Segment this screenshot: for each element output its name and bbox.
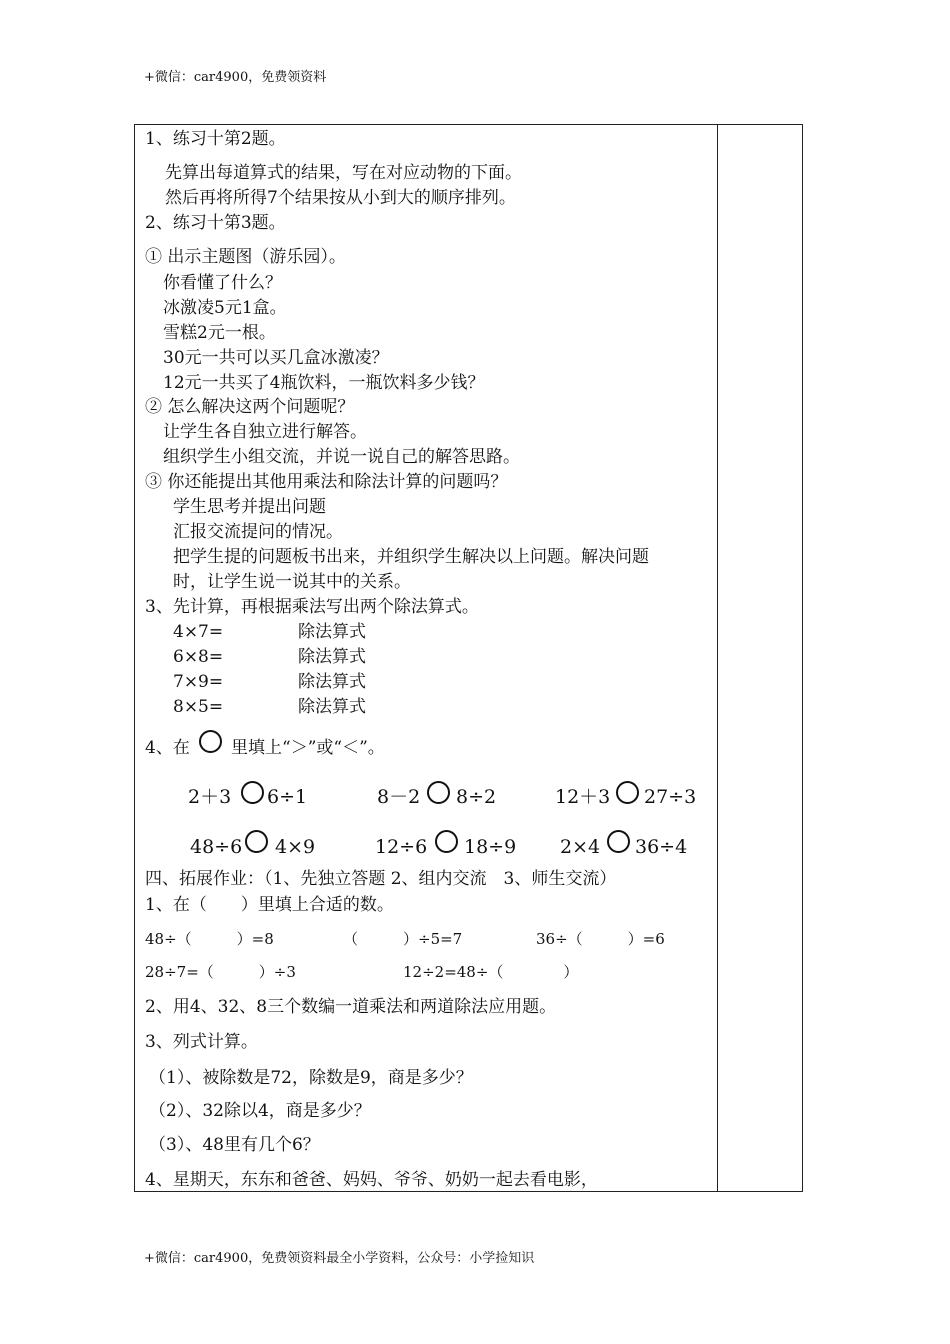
compare-right: 8÷2 [456,786,497,808]
line-17: 把学生提的问题板书出来，并组织学生解决以上问题。解决问题 [173,547,649,567]
fill-blank: 12÷2=48÷（ ） [403,963,579,981]
fill-blank: 48÷（ ）=8 [145,930,274,948]
compare-left: 2×4 [560,836,601,858]
lesson-table [134,124,803,1192]
line-3: 然后再将所得7个结果按从小到大的顺序排列。 [165,188,516,208]
line-19: 3、先计算，再根据乘法写出两个除法算式。 [145,597,479,617]
extension-q3: 3、列式计算。 [145,1032,258,1052]
extension-q3-item: （1）、被除数是72，除数是9，商是多少？ [149,1068,473,1088]
line-9: 30元一共可以买几盒冰激凌？ [163,348,389,368]
compare-left: 2＋3 [188,786,232,808]
line-10: 12元一共买了4瓶饮料，一瓶饮料多少钱？ [163,373,485,393]
page-header: +微信：car4900，免费领资料 [144,70,327,85]
extension-q3-item: （2）、32除以4，商是多少？ [149,1101,371,1121]
compare-left: 48÷6 [190,836,243,858]
compare-right: 18÷9 [464,836,517,858]
compare-circle-icon [199,730,222,753]
compare-blank-circle[interactable] [616,781,639,804]
compare-blank-circle[interactable] [427,781,450,804]
extension-q4: 4、星期天，东东和爸爸、妈妈、爷爷、奶奶一起去看电影， [145,1170,598,1190]
fill-blank: （ ）÷5=7 [343,930,463,948]
fill-blank: 28÷7=（ ）÷3 [145,963,296,981]
extension-q3-item: （3）、48里有几个6？ [149,1135,320,1155]
line-15: 学生思考并提出问题 [173,497,326,517]
mult-expr: 7×9= [173,672,224,692]
line-4: 2、练习十第3题。 [145,213,286,233]
compare-suffix: 里填上“＞”或“＜”。 [231,738,385,758]
column-divider [717,125,718,1191]
mult-label: 除法算式 [298,622,366,642]
line-16: 汇报交流提问的情况。 [173,522,343,542]
mult-label: 除法算式 [298,647,366,667]
compare-blank-circle[interactable] [435,830,458,853]
line-13: 组织学生小组交流，并说一说自己的解答思路。 [163,447,520,467]
compare-left: 8－2 [377,786,421,808]
line-5: ① 出示主题图（游乐园）。 [145,247,346,267]
compare-blank-circle[interactable] [241,781,264,804]
line-2: 先算出每道算式的结果，写在对应动物的下面。 [165,163,522,183]
line-14: ③ 你还能提出其他用乘法和除法计算的问题吗？ [145,472,508,492]
page-footer: +微信：car4900，免费领资料最全小学资料，公众号：小学捡知识 [144,1251,535,1266]
line-18: 时，让学生说一说其中的关系。 [173,572,411,592]
compare-blank-circle[interactable] [245,830,268,853]
extension-q2: 2、用4、32、8三个数编一道乘法和两道除法应用题。 [145,997,557,1017]
compare-left: 12＋3 [555,786,611,808]
compare-right: 6÷1 [267,786,308,808]
compare-right: 36÷4 [635,836,688,858]
compare-left: 12÷6 [375,836,428,858]
mult-expr: 8×5= [173,697,224,717]
extension-q1: 1、在（ ）里填上合适的数。 [145,895,394,915]
compare-blank-circle[interactable] [607,830,630,853]
compare-right: 4×9 [275,836,316,858]
compare-right: 27÷3 [644,786,697,808]
line-6: 你看懂了什么？ [163,273,282,293]
compare-prefix: 4、在 [145,738,190,758]
mult-label: 除法算式 [298,697,366,717]
mult-expr: 6×8= [173,647,224,667]
line-7: 冰激凌5元1盒。 [163,298,287,318]
line-8: 雪糕2元一根。 [163,323,276,343]
fill-blank: 36÷（ ）=6 [536,930,665,948]
extension-title: 四、拓展作业：（1、先独立答题 2、组内交流 3、师生交流） [145,869,617,889]
mult-expr: 4×7= [173,622,224,642]
line-1: 1、练习十第2题。 [145,129,286,149]
mult-label: 除法算式 [298,672,366,692]
line-11: ② 怎么解决这两个问题呢？ [145,397,355,417]
line-12: 让学生各自独立进行解答。 [163,422,367,442]
